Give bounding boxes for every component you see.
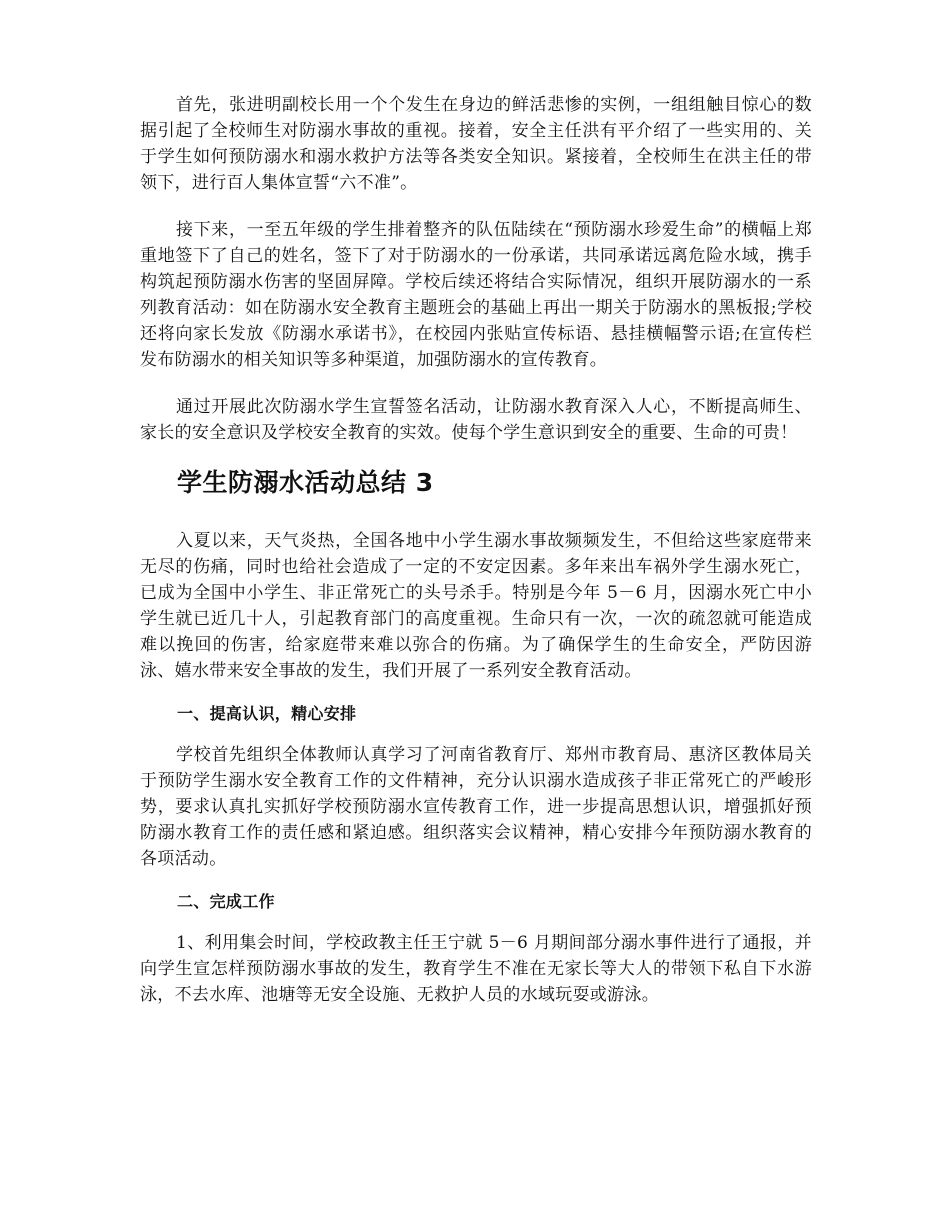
section-intro-paragraph: 入夏以来，天气炎热，全国各地中小学生溺水事故频频发生，不但给这些家庭带来无尽的伤痛，同时也给社会造成了一定的不安定因素。多年来出车祸外学生溺水死亡，已成为全国中小学生、非正常死亡的头号杀手。特别是今年 5－6 月，因溺水死亡中小学生就已近几十人，引起教育部门的高度重视。生命只有一次，一次的疏忽就可能造成难以挽回的伤害，给家庭带来难以弥合的伤痛。为了确保学生的生命安全，严防因游泳、嬉水带来安全事故的发生，我们开展了一系列安全教育活动。 [140,531,812,681]
section-title: 学生防溺水活动总结 3 [177,468,434,497]
body-paragraph: 接下来，一至五年级的学生排着整齐的队伍陆续在“预防溺水珍爱生命”的横幅上郑重地签下了自己的姓名，签下了对于防溺水的一份承诺，共同承诺远离危险水域，携手构筑起预防溺水伤害的坚固屏障。学校后续还将结合实际情况，组织开展防溺水的一系列教育活动：如在防溺水安全教育主题班会的基础上再出一期关于防溺水的黑板报;学校还将向家长发放《防溺水承诺书》，在校园内张贴宣传标语、悬挂横幅警示语;在宣传栏发布防溺水的相关知识等多种渠道，加强防溺水的宣传教育。 [140,220,812,370]
body-paragraph: 首先，张进明副校长用一个个发生在身边的鲜活悲惨的实例，一组组触目惊心的数据引起了全校师生对防溺水事故的重视。接着，安全主任洪有平介绍了一些实用的、关于学生如何预防溺水和溺水救护方法等各类安全知识。紧接着，全校师生在洪主任的带领下，进行百人集体宣誓“六不准”。 [140,95,812,193]
subsection-heading: 一、提高认识，精心安排 [177,704,357,723]
subsection-paragraph: 学校首先组织全体教师认真学习了河南省教育厅、郑州市教育局、惠济区教体局关于预防学生溺水安全教育工作的文件精神，充分认识溺水造成孩子非正常死亡的严峻形势，要求认真扎实抓好学校预防溺水宣传教育工作，进一步提高思想认识，增强抓好预防溺水教育工作的责任感和紧迫感。组织落实会议精神，精心安排今年预防溺水教育的各项活动。 [140,745,812,869]
subsection-heading: 二、完成工作 [177,892,275,911]
body-paragraph: 通过开展此次防溺水学生宣誓签名活动，让防溺水教育深入人心，不断提高师生、家长的安全意识及学校安全教育的实效。使每个学生意识到安全的重要、生命的可贵！ [140,397,812,443]
document-page [140,92,812,1008]
subsection-paragraph: 1、利用集会时间，学校政教主任王宁就 5－6 月期间部分溺水事件进行了通报，并向学生宣怎样预防溺水事故的发生，教育学生不准在无家长等大人的带领下私自下水游泳，不去水库、池塘等无安全设施、无救护人员的水域玩耍或游泳。 [140,933,812,1005]
